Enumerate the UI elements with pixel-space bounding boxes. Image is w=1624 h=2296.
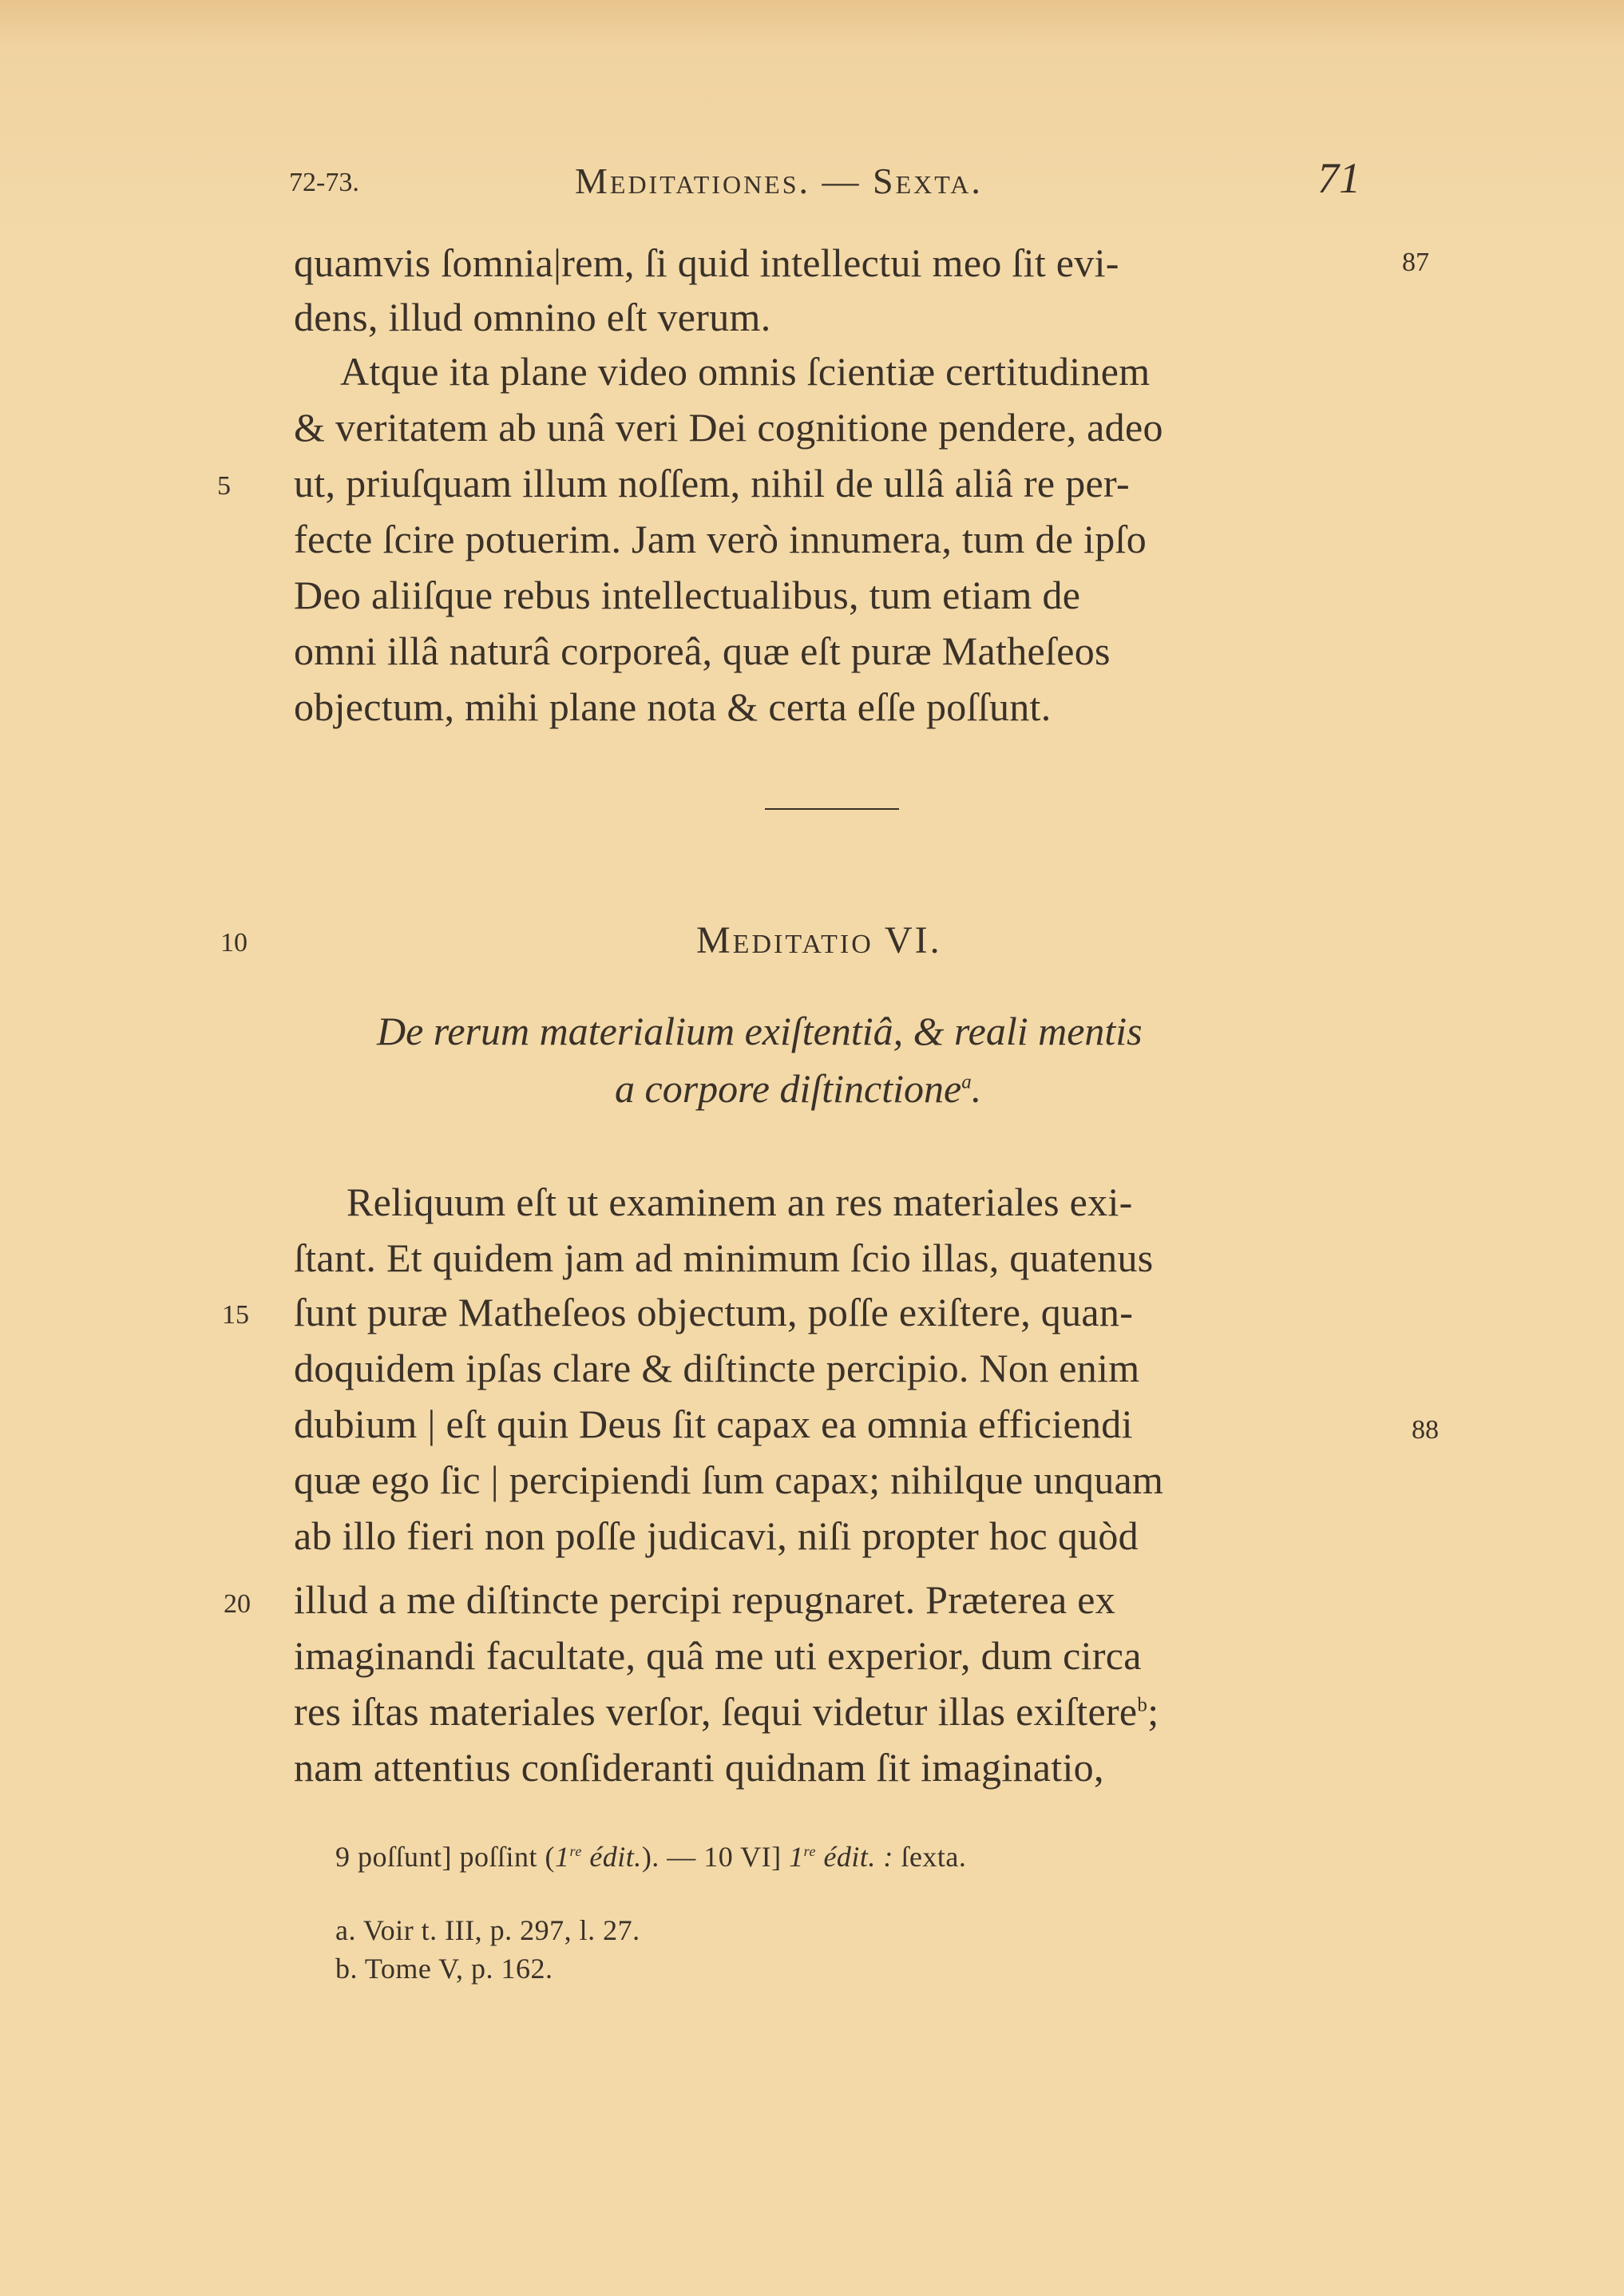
text-line: illud a me diſtincte percipi repugnaret. Præterea ex	[294, 1577, 1116, 1622]
text-line: dubium | eſt quin Deus ſit capax ea omnia efficiendi	[294, 1402, 1133, 1446]
line-number: 10	[220, 928, 248, 958]
critical-apparatus: 9 poſſunt] poſſint (1re édit.). — 10 VI] 1re édit. : ſexta.	[335, 1841, 967, 1873]
section-divider	[765, 808, 899, 810]
text-line: omni illâ naturâ corporeâ, quæ eſt puræ Matheſeos	[294, 629, 1111, 673]
text-line: res iſtas materiales verſor, ſequi videtur illas exiſtere$^b$;	[294, 1689, 1159, 1734]
text-line: dens, illud omnino eſt verum.	[294, 295, 771, 339]
section-heading: Meditatio VI.	[696, 919, 942, 962]
text-line: fecte ſcire potuerim. Jam verò innumera, tum de ipſo	[294, 517, 1147, 561]
text-line: ſunt puræ Matheſeos objectum, poſſe exiſtere, quan-	[294, 1290, 1134, 1334]
text-line: doquidem ipſas clare & diſtincte percipio. Non enim	[294, 1346, 1140, 1390]
line-number: 15	[222, 1300, 249, 1330]
line-number: 5	[217, 471, 231, 501]
text-line: & veritatem ab unâ veri Dei cognitione pendere, adeo	[294, 405, 1163, 450]
text-line: quamvis ſomnia|rem, ſi quid intellectui meo ſit evi-	[294, 240, 1119, 285]
text-line: ut, priuſquam illum noſſem, nihil de ullâ aliâ re per-	[294, 461, 1130, 506]
section-subtitle: De rerum materialium exiſtentiâ, & reali mentis	[377, 1009, 1143, 1053]
running-head-title: Meditationes. — Sexta.	[575, 161, 983, 201]
text-line: ab illo fieri non poſſe judicavi, niſi propter hoc quòd	[294, 1513, 1139, 1558]
footnote-a: a. Voir t. III, p. 297, l. 27.	[335, 1914, 640, 1946]
footnote-ref[interactable]: b	[1137, 1694, 1148, 1716]
marginal-page-ref: 87	[1402, 248, 1429, 277]
text-line: quæ ego ſic | percipiendi ſum capax; nihilque unquam	[294, 1457, 1164, 1502]
section-subtitle: a corpore diſtinctione$^a$.	[615, 1066, 982, 1111]
text-line: nam attentius conſideranti quidnam ſit imaginatio,	[294, 1745, 1104, 1790]
running-head-pages: 72-73.	[289, 168, 359, 197]
marginal-page-ref: 88	[1412, 1415, 1439, 1445]
line-number: 20	[224, 1589, 251, 1619]
text-line: ſtant. Et quidem jam ad minimum ſcio illas, quatenus	[294, 1235, 1154, 1280]
footnote-ref[interactable]: a	[961, 1071, 972, 1093]
text-line: Reliquum eſt ut examinem an res materiales exi-	[347, 1180, 1133, 1224]
page-number: 71	[1317, 154, 1361, 202]
text-line: imaginandi facultate, quâ me uti experior, dum circa	[294, 1633, 1142, 1678]
text-line: objectum, mihi plane nota & certa eſſe poſſunt.	[294, 684, 1052, 729]
footnote-b: b. Tome V, p. 162.	[335, 1953, 553, 1985]
text-line: Atque ita plane video omnis ſcientiæ certitudinem	[340, 349, 1151, 394]
text-line: Deo aliiſque rebus intellectualibus, tum etiam de	[294, 573, 1081, 617]
